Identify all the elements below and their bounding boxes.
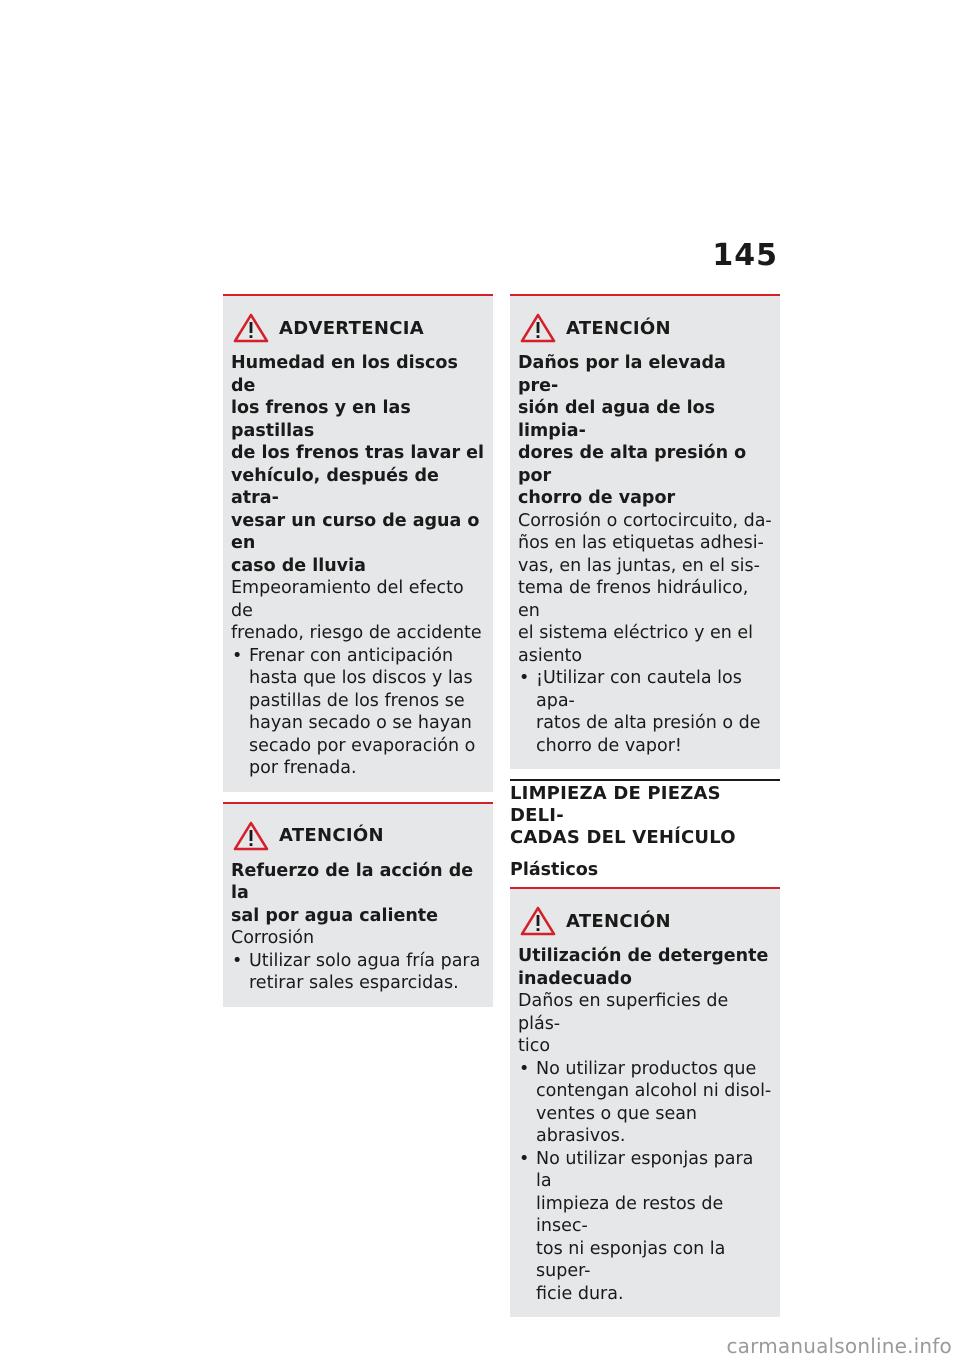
box-body (518, 510, 772, 668)
box-body (518, 990, 772, 1058)
body-line: Corrosión o cortocircuito, da- (518, 510, 772, 531)
bullet-line: contengan alcohol ni disol- (536, 1081, 772, 1101)
bullet-line: secado por evaporación o (249, 735, 476, 756)
bullet-line: pastillas de los frenos se (249, 690, 465, 711)
box-header (231, 310, 485, 346)
page-number: 145 (712, 238, 778, 273)
box-label: ATENCIÓN (566, 910, 671, 932)
right-column (510, 294, 780, 1327)
bullet-line: • Frenar con anticipación (249, 645, 454, 666)
title-line: Humedad en los discos de (231, 353, 458, 396)
box-label: ADVERTENCIA (279, 317, 424, 339)
title-line: los frenos y en las pastillas (231, 398, 411, 441)
title-line: Utilización de detergente (518, 946, 769, 966)
list-item (518, 1058, 772, 1148)
title-line: Refuerzo de la acción de la (231, 860, 474, 903)
title-line: dores de alta presión o por (518, 443, 747, 486)
heading-line: LIMPIEZA DE PIEZAS DELI- (510, 783, 721, 826)
bullet-line: ratos de alta presión o de (536, 713, 761, 733)
box-label: ATENCIÓN (566, 317, 671, 339)
heading-line: CADAS DEL VEHÍCULO (510, 827, 736, 848)
warning-triangle-icon (520, 313, 556, 343)
bullet-line: • Utilizar solo agua fría para (249, 950, 481, 971)
box-header (518, 310, 772, 346)
box-title (518, 352, 772, 510)
bullet-line: hayan secado o se hayan (249, 713, 472, 733)
title-line: sal por agua caliente (231, 905, 439, 926)
warning-triangle-icon (233, 313, 269, 343)
watermark: carmanualsonline.info (726, 1334, 952, 1358)
title-line: caso de lluvia (231, 555, 366, 576)
bullet-line: limpieza de restos de insec- (536, 1193, 724, 1236)
bullet-line: por frenada. (249, 758, 357, 778)
body-line: el sistema eléctrico y en el (518, 623, 754, 643)
body-line: asiento (518, 645, 583, 666)
warning-triangle-icon (520, 906, 556, 936)
warning-box (223, 294, 493, 792)
bullet-line: chorro de vapor! (536, 735, 682, 756)
body-line: ños en las etiquetas adhesi- (518, 533, 764, 553)
warning-triangle-icon (233, 821, 269, 851)
bullet-line: ventes o que sean abrasivos. (536, 1103, 698, 1146)
body-line: Corrosión (231, 928, 315, 948)
bullet-list (231, 950, 485, 995)
bullet-list (518, 1058, 772, 1306)
title-line: vehículo, después de atra- (231, 465, 439, 508)
caution-box (223, 802, 493, 1007)
title-line: sión del agua de los limpia- (518, 398, 716, 441)
list-item (231, 645, 485, 780)
box-title (518, 945, 772, 990)
bullet-line: tos ni esponjas con la super- (536, 1238, 726, 1281)
list-item (518, 667, 772, 757)
bullet-list (518, 667, 772, 757)
body-line: tico (518, 1036, 551, 1056)
title-line: chorro de vapor (518, 488, 676, 508)
box-header (518, 903, 772, 939)
list-item (231, 950, 485, 995)
caution-box (510, 294, 780, 769)
box-body (231, 927, 485, 950)
body-line: frenado, riesgo de accidente (231, 623, 482, 643)
box-title (231, 352, 485, 577)
list-item (518, 1148, 772, 1306)
box-header (231, 818, 485, 854)
title-line: inadecuado (518, 968, 632, 989)
bullet-line: • No utilizar esponjas para la (536, 1148, 754, 1191)
title-line: Daños por la elevada pre- (518, 353, 726, 396)
caution-box (510, 887, 780, 1317)
bullet-line: ficie dura. (536, 1283, 624, 1304)
body-line: tema de frenos hidráulico, en (518, 578, 749, 621)
sub-heading: Plásticos (510, 860, 599, 880)
box-label: ATENCIÓN (279, 825, 384, 846)
bullet-line: retirar sales esparcidas. (249, 973, 459, 993)
box-title (231, 860, 485, 928)
section-heading (510, 779, 780, 849)
bullet-list (231, 645, 485, 780)
title-line: de los frenos tras lavar el (231, 443, 485, 463)
left-column (223, 294, 493, 1017)
bullet-line: • ¡Utilizar con cautela los apa- (536, 668, 742, 711)
bullet-line: hasta que los discos y las (249, 668, 473, 688)
box-body (231, 577, 485, 645)
title-line: vesar un curso de agua o en (231, 510, 480, 553)
bullet-line: • No utilizar productos que (536, 1058, 757, 1079)
body-line: Daños en superficies de plás- (518, 991, 729, 1034)
body-line: Empeoramiento del efecto de (231, 578, 464, 621)
body-line: vas, en las juntas, en el sis- (518, 555, 760, 576)
